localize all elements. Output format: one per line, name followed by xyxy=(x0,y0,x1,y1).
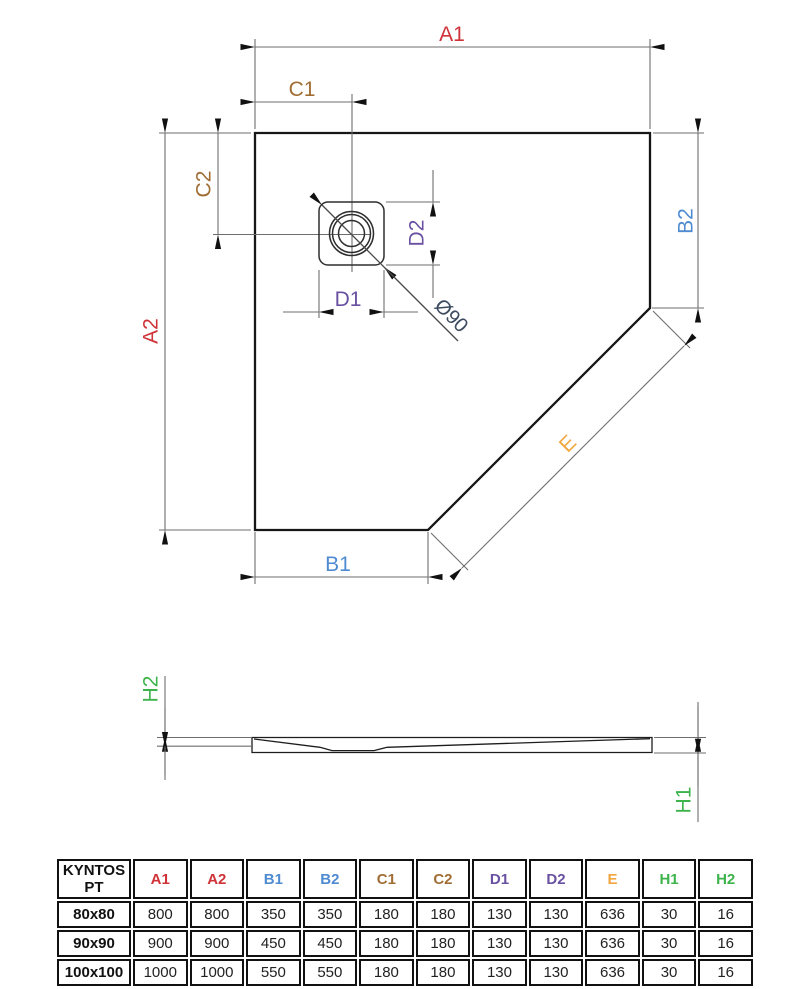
dim-d2-label: D2 xyxy=(405,219,429,247)
table-header-b1: B1 xyxy=(246,859,301,899)
table-header-h2: H2 xyxy=(698,859,753,899)
table-row-80x80 xyxy=(57,901,753,928)
cell-100-c1: 180 xyxy=(359,959,414,986)
dim-c1-label: C1 xyxy=(288,78,316,101)
dim-e-label: E xyxy=(554,430,582,458)
cell-80-b2: 350 xyxy=(303,901,358,928)
dim-b1-label: B1 xyxy=(325,553,351,576)
profile-basin-slope-right xyxy=(387,739,650,748)
cell-90-d1: 130 xyxy=(472,930,527,957)
table-header-c2: C2 xyxy=(416,859,471,899)
cell-90-h1: 30 xyxy=(642,930,697,957)
cell-80-c1: 180 xyxy=(359,901,414,928)
dim-d1-label: D1 xyxy=(334,288,362,311)
cell-80-h1: 30 xyxy=(642,901,697,928)
cell-90-e: 636 xyxy=(585,930,640,957)
tray-profile xyxy=(252,738,652,753)
cell-80-b1: 350 xyxy=(246,901,301,928)
cell-100-a2: 1000 xyxy=(190,959,245,986)
side-view xyxy=(140,676,707,822)
dim-a1-label: A1 xyxy=(439,23,465,46)
table-header-d1: D1 xyxy=(472,859,527,899)
row-label-100x100: 100x100 xyxy=(57,959,131,986)
table-header-a1: A1 xyxy=(133,859,188,899)
cell-100-h2: 16 xyxy=(698,959,753,986)
cell-80-a2: 800 xyxy=(190,901,245,928)
dimensions-table xyxy=(55,857,755,988)
drain-diameter-label: Ø90 xyxy=(429,294,473,338)
table-header-d2: D2 xyxy=(529,859,584,899)
cell-80-d1: 130 xyxy=(472,901,527,928)
dim-c2-label: C2 xyxy=(192,170,216,198)
cell-100-c2: 180 xyxy=(416,959,471,986)
table-header-a2: A2 xyxy=(190,859,245,899)
table-header-h1: H1 xyxy=(642,859,697,899)
cell-100-b2: 550 xyxy=(303,959,358,986)
cell-80-c2: 180 xyxy=(416,901,471,928)
row-label-90x90: 90x90 xyxy=(57,930,131,957)
cell-90-b1: 450 xyxy=(246,930,301,957)
dim-b2-label: B2 xyxy=(674,208,698,234)
cell-80-d2: 130 xyxy=(529,901,584,928)
cell-100-h1: 30 xyxy=(642,959,697,986)
cell-90-a1: 900 xyxy=(133,930,188,957)
cell-100-d2: 130 xyxy=(529,959,584,986)
cell-80-e: 636 xyxy=(585,901,640,928)
cell-90-c1: 180 xyxy=(359,930,414,957)
cell-100-d1: 130 xyxy=(472,959,527,986)
table-product-header: KYNTOS PT xyxy=(57,859,131,899)
cell-100-e: 636 xyxy=(585,959,640,986)
dim-a2-label: A2 xyxy=(139,318,163,344)
table-header-row xyxy=(57,859,753,899)
dim-h1-label: H1 xyxy=(672,786,696,814)
cell-90-b2: 450 xyxy=(303,930,358,957)
profile-drain-recess xyxy=(320,747,387,750)
cell-100-a1: 1000 xyxy=(133,959,188,986)
cell-90-c2: 180 xyxy=(416,930,471,957)
cell-90-a2: 900 xyxy=(190,930,245,957)
table-header-b2: B2 xyxy=(303,859,358,899)
top-view xyxy=(140,23,705,584)
cell-90-d2: 130 xyxy=(529,930,584,957)
table-row-100x100 xyxy=(57,959,753,986)
profile-basin-slope-left xyxy=(254,739,320,747)
cell-100-b1: 550 xyxy=(246,959,301,986)
table-header-e: E xyxy=(585,859,640,899)
cell-90-h2: 16 xyxy=(698,930,753,957)
h2-dimension xyxy=(157,676,251,780)
dim-h2-label: H2 xyxy=(139,675,163,703)
table-row-90x90 xyxy=(57,930,753,957)
table-header-c1: C1 xyxy=(359,859,414,899)
row-label-80x80: 80x80 xyxy=(57,901,131,928)
cell-80-a1: 800 xyxy=(133,901,188,928)
cell-80-h2: 16 xyxy=(698,901,753,928)
